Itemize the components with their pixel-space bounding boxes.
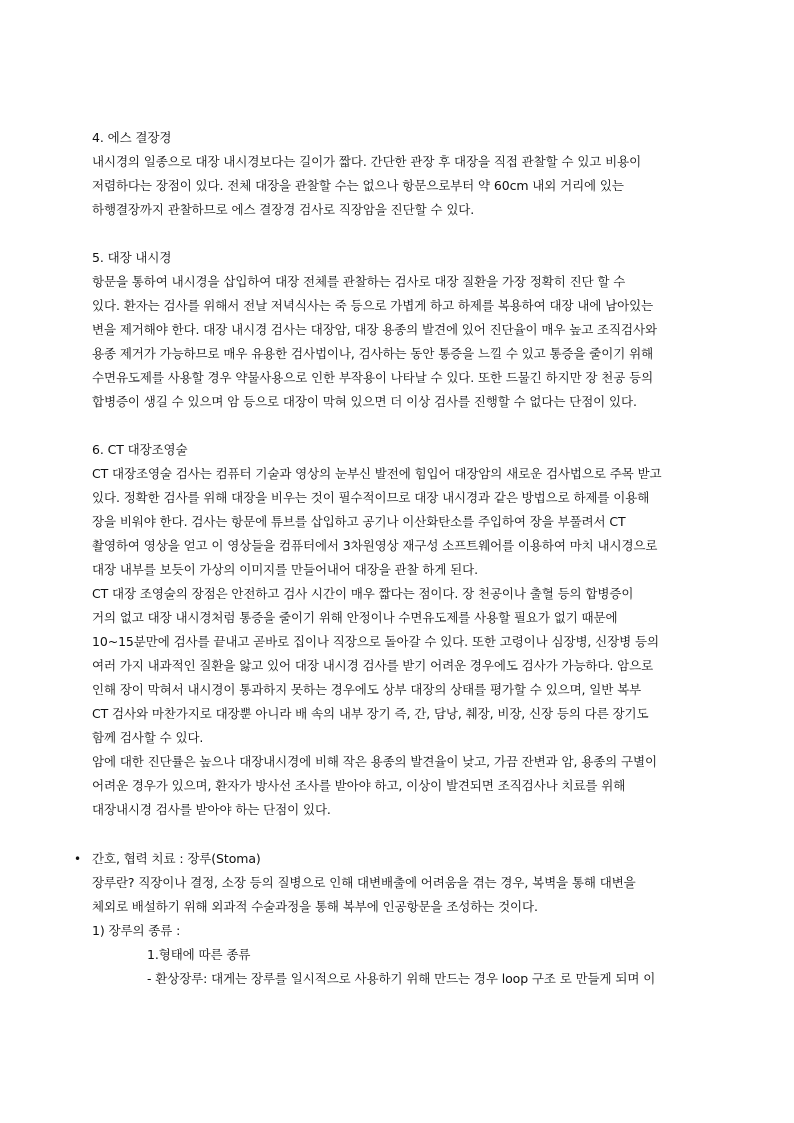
section-5-line: 용종 제거가 가능하므로 매우 유용한 검사법이나, 검사하는 동안 통증을 느낄 수 있고 통증을 줄이기 위해 <box>92 346 654 361</box>
stoma-types-heading: 1) 장루의 종류 : <box>92 923 181 938</box>
section-6-line: 인해 장이 막혀서 내시경이 통과하지 못하는 경우에도 상부 대장의 상태를 평가할 수 있으며, 일반 복부 <box>92 682 642 697</box>
section-6-line: 어려운 경우가 있으며, 환자가 방사선 조사를 받아야 하고, 이상이 발견되면 조직검사나 치료를 위해 <box>92 778 626 793</box>
bullet-icon: • <box>74 852 82 866</box>
stoma-heading: 간호, 협력 치료 : 장루(Stoma) <box>92 851 261 866</box>
section-6-line: CT 대장 조영술의 장점은 안전하고 검사 시간이 매우 짧다는 점이다. 장 천공이나 출혈 등의 합병증이 <box>92 586 634 601</box>
section-4-line: 내시경의 일종으로 대장 내시경보다는 길이가 짧다. 간단한 관장 후 대장을 직접 관찰할 수 있고 비용이 <box>92 154 642 169</box>
section-6-line: 함께 검사할 수 있다. <box>92 730 204 745</box>
section-6-line: 암에 대한 진단률은 높으나 대장내시경에 비해 작은 용종의 발견율이 낮고, 가끔 잔변과 암, 용종의 구별이 <box>92 754 657 769</box>
section-6-line: 촬영하여 영상을 얻고 이 영상들을 컴퓨터에서 3차원영상 재구성 소프트웨어를 이용하여 마치 내시경으로 <box>92 538 658 553</box>
section-6-line: CT 대장조영술 검사는 컴퓨터 기술과 영상의 눈부신 발전에 힘입어 대장암의 새로운 검사법으로 주목 받고 <box>92 466 662 481</box>
section-6-line: 있다. 정확한 검사를 위해 대장을 비우는 것이 필수적이므로 대장 내시경과 같은 방법으로 하제를 이용해 <box>92 490 650 505</box>
section-5-heading: 5. 대장 내시경 <box>92 250 172 265</box>
section-4-heading: 4. 에스 결장경 <box>92 130 172 145</box>
section-5-line: 합병증이 생길 수 있으며 암 등으로 대장이 막혀 있으면 더 이상 검사를 진행할 수 없다는 단점이 있다. <box>92 394 637 409</box>
section-6-line: 장을 비워야 한다. 검사는 항문에 튜브를 삽입하고 공기나 이산화탄소를 주입하여 장을 부풀려서 CT <box>92 514 626 529</box>
section-4-line: 하행결장까지 관찰하므로 에스 결장경 검사로 직장암을 진단할 수 있다. <box>92 202 475 217</box>
stoma-line: 장루란? 직장이나 결정, 소장 등의 질병으로 인해 대변배출에 어려움을 겪는 경우, 복벽을 통해 대변을 <box>92 875 636 890</box>
section-5-line: 변을 제거해야 한다. 대장 내시경 검사는 대장암, 대장 용종의 발견에 있어 진단율이 매우 높고 조직검사와 <box>92 322 657 337</box>
stoma-type-detail: - 환상장루: 대게는 장루를 일시적으로 사용하기 위해 만드는 경우 loop 구조 로 만들게 되며 이 <box>147 971 656 986</box>
section-5-line: 항문을 통하여 내시경을 삽입하여 대장 전체를 관찰하는 검사로 대장 질환을 가장 정확히 진단 할 수 <box>92 274 626 289</box>
section-6-line: 10~15분만에 검사를 끝내고 곧바로 집이나 직장으로 돌아갈 수 있다. 또한 고령이나 심장병, 신장병 등의 <box>92 634 659 649</box>
section-4-line: 저렴하다는 장점이 있다. 전체 대장을 관찰할 수는 없으나 항문으로부터 약 60cm 내외 거리에 있는 <box>92 178 624 193</box>
section-6-line: 대장 내부를 보듯이 가상의 이미지를 만들어내어 대장을 관찰 하게 된다. <box>92 562 479 577</box>
section-6-line: 거의 없고 대장 내시경처럼 통증을 줄이기 위해 안정이나 수면유도제를 사용할 필요가 없기 때문에 <box>92 610 618 625</box>
stoma-type-by-shape: 1.형태에 따른 종류 <box>147 947 251 962</box>
section-6-line: CT 검사와 마찬가지로 대장뿐 아니라 배 속의 내부 장기 즉, 간, 담낭, 췌장, 비장, 신장 등의 다른 장기도 <box>92 706 649 721</box>
section-6-heading: 6. CT 대장조영술 <box>92 442 188 457</box>
stoma-line: 체외로 배설하기 위해 외과적 수술과정을 통해 복부에 인공항문을 조성하는 것이다. <box>92 899 538 914</box>
section-6-line: 대장내시경 검사를 받아야 하는 단점이 있다. <box>92 802 331 817</box>
section-5-line: 수면유도제를 사용할 경우 약물사용으로 인한 부작용이 나타날 수 있다. 또한 드물긴 하지만 장 천공 등의 <box>92 370 654 385</box>
section-5-line: 있다. 환자는 검사를 위해서 전날 저녁식사는 죽 등으로 가볍게 하고 하제를 복용하여 대장 내에 남아있는 <box>92 298 654 313</box>
section-6-line: 여러 가지 내과적인 질환을 앓고 있어 대장 내시경 검사를 받기 어려운 경우에도 검사가 가능하다. 암으로 <box>92 658 654 673</box>
